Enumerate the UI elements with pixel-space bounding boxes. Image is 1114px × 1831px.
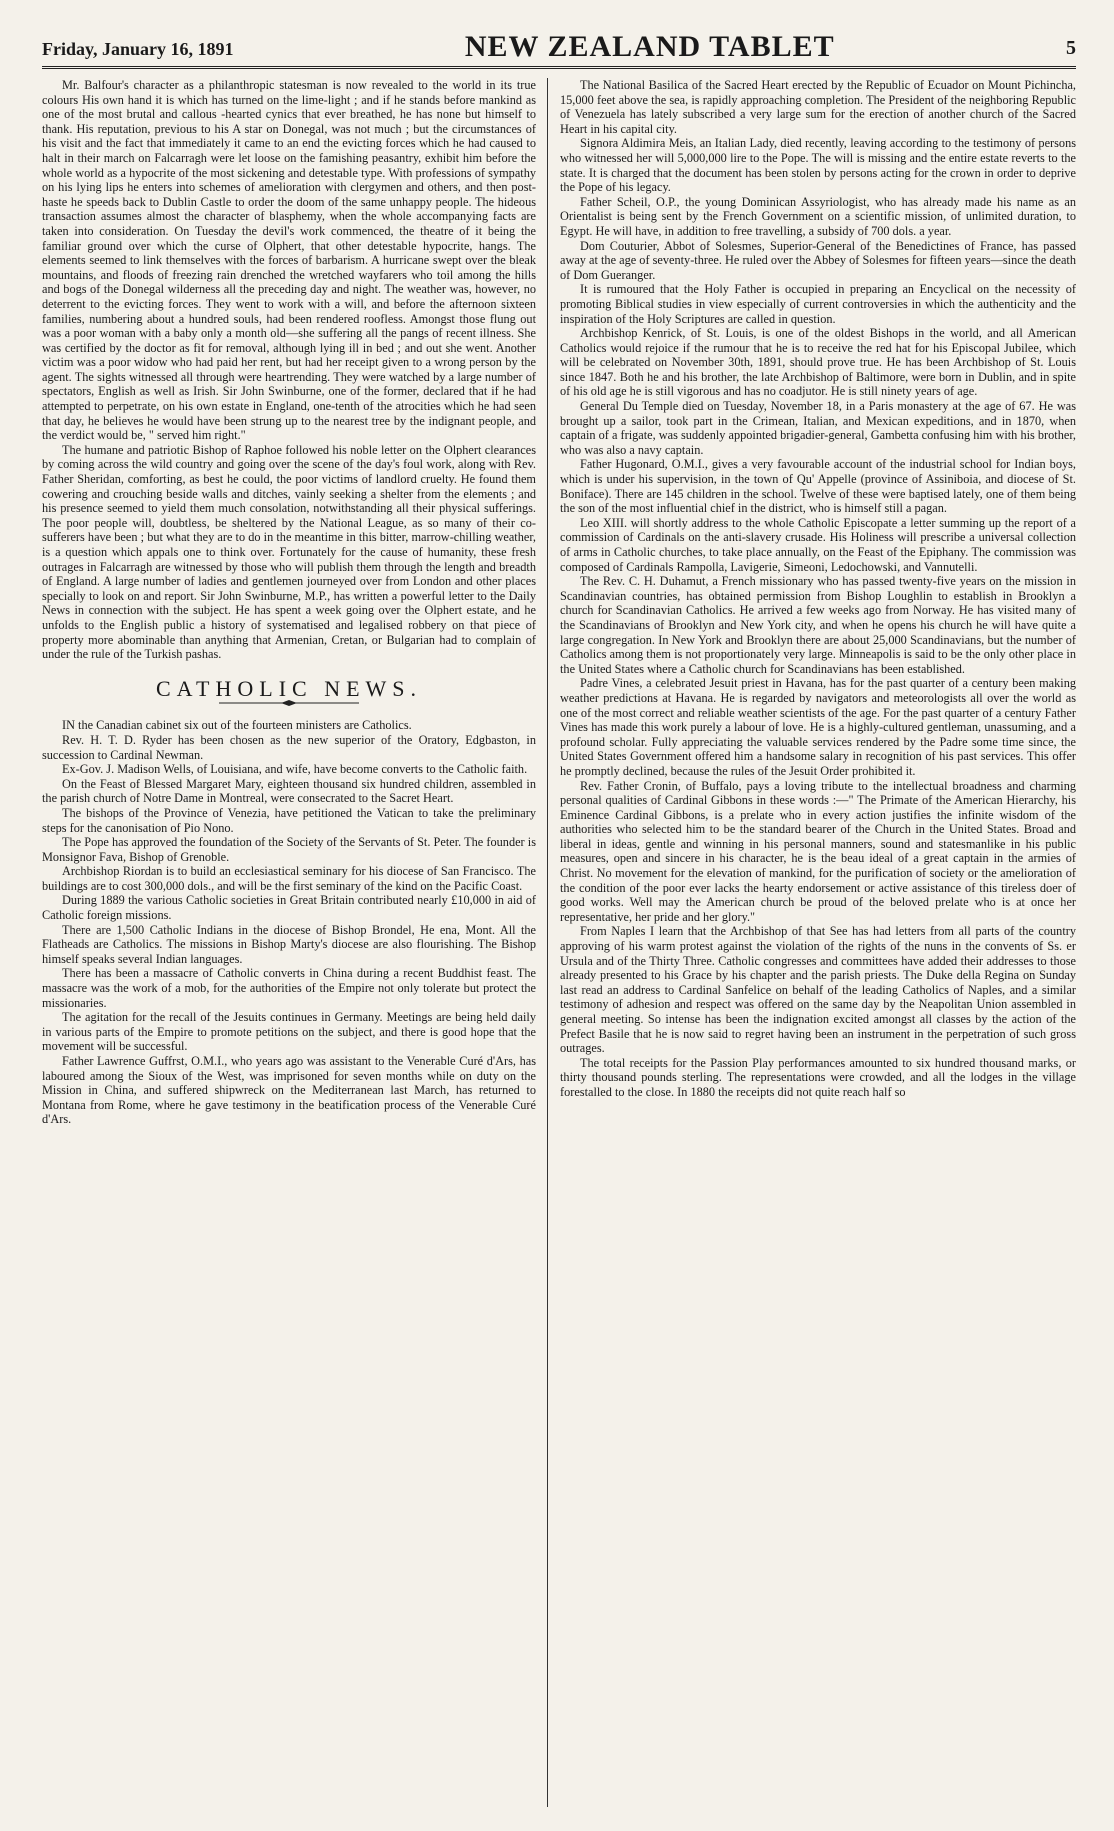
news-item: The total receipts for the Passion Play performances amounted to six hundred thousand marks, or thirty thousand pounds sterling. The representations were crowded, and all the lodges in the village forestalled to the close. In 1880 the receipts did not quite reach half so: [560, 1055, 1076, 1099]
news-item: The National Basilica of the Sacred Heart erected by the Republic of Ecuador on Mount Pichincha, 15,000 feet above the sea, is rapidly approaching completion. The President of the neighboring Republic of Venezuela has lately subscribed a very large sum for the erection of another church of the Sacred Heart in his capital city.: [560, 78, 1076, 136]
heading-rule-ornament: [219, 700, 359, 706]
section-heading: CATHOLIC NEWS.: [155, 675, 423, 701]
news-item: There has been a massacre of Catholic converts in China during a recent Buddhist feast. The massacre was the work of a mob, for the authorities of the Empire not only tolerate but protect the missionaries.: [42, 966, 536, 1010]
news-item: Father Hugonard, O.M.I., gives a very favourable account of the industrial school for Indian boys, which is under his supervision, in the town of Qu' Appelle (province of Assiniboia, and diocese of St. Boniface). There are 145 children in the school. Twelve of these were baptised lately, one of them being the son of the most influential chief in the district, who is himself still a pagan.: [560, 457, 1076, 516]
news-item: Dom Couturier, Abbot of Solesmes, Superior-General of the Benedictines of France, has passed away at the age of seventy-three. He ruled over the Abbey of Solesmes for fifteen years—since the death of Dom Gueranger.: [560, 238, 1076, 282]
news-item: During 1889 the various Catholic societies in Great Britain contributed nearly £10,000 in aid of Catholic foreign missions.: [42, 893, 536, 923]
issue-date: Friday, January 16, 1891: [42, 39, 234, 59]
news-item: The agitation for the recall of the Jesuits continues in Germany. Meetings are being held daily in various parts of the Empire to promote petitions on the subject, and there is good hope that the movement will be successful.: [42, 1010, 536, 1054]
news-item: Father Scheil, O.P., the young Dominican Assyriologist, who has already made his name as an Orientalist is being sent by the French Government on a scientific mission, of unlimited duration, to Egypt. He will have, in addition to free travelling, a subsidy of 700 dols. a year.: [560, 194, 1076, 238]
article-paragraph: The humane and patriotic Bishop of Raphoe followed his noble letter on the Olphert clearances by coming across the wild country and going over the scene of the day's foul work, along with Rev. Father Sheridan, comforting, as best he could, the poor victims of landlord cruelty. He found them cowering and crouching beside walls and ditches, vainly seeking a shelter from the elements ; and his presence seemed to yield them much consolation, notwithstanding all their physical sufferings. The poor people will, doubtless, be sheltered by the National League, as so many of their co-sufferers have been ; but what they are to do in the meantime in this bitter, marrow-chilling weather, is a question which appals one to think over. Fortunately for the cause of humanity, these fresh outrages in Falcarragh are witnessed by those who will publish them through the length and breadth of England. A large number of ladies and gentlemen journeyed over from London and other places specially to look on and report. Sir John Swinburne, M.P., has written a powerful letter to the Daily News in connection with the subject. He has spent a week going over the Olphert estate, and he unfolds to the English public a history of systematised and legalised robbery on that piece of property more abominable than anything that Armenian, Cretan, or Bulgarian had to complain of under the rule of the Turkish pashas.: [42, 442, 536, 662]
news-item: IN the Canadian cabinet six out of the fourteen ministers are Catholics.: [62, 718, 412, 733]
news-item: General Du Temple died on Tuesday, November 18, in a Paris monastery at the age of 67. He was brought up a sailor, took part in the Crimean, Italian, and Mexican expeditions, and in 1870, when captain of a frigate, was suddenly appointed brigadier-general, Gambetta confusing him with his brother, who was also a navy captain.: [560, 399, 1076, 457]
news-item: It is rumoured that the Holy Father is occupied in preparing an Encyclical on the necessity of promoting Biblical studies in view especially of current controversies in which the authenticity and the inspiration of the Holy Scriptures are called in question.: [560, 282, 1076, 326]
news-item: Signora Aldimira Meis, an Italian Lady, died recently, leaving according to the testimony of persons who witnessed her will 5,000,000 lire to the Pope. The will is missing and the entire estate reverts to the state. It is charged that the document has been stolen by persons acting for the crown in order to deprive the Pope of his legacy.: [560, 136, 1076, 195]
news-item: The Rev. C. H. Duhamut, a French missionary who has passed twenty-five years on the mission in Scandinavian countries, has obtained permission from Bishop Loughlin to establish in Brooklyn a church for Scandinavian Catholics. He arrived a few weeks ago from Norway. He has visited many of the Scandinavians of Brooklyn and New York city, and when he opens his church he will have quite a large congregation. In New York and Brooklyn there are about 25,000 Scandinavians, but the number of Catholics among them is not proportionately very large. Minneapolis is said to be the only other place in the United States where a Catholic church for Scandinavians has been established.: [560, 574, 1076, 676]
article-paragraph: Mr. Balfour's character as a philanthropic statesman is now revealed to the world in its true colours His own hand it is which has turned on the lime-light ; and if he stands before mankind as one of the most brutal and callous -hearted cynics that ever breathed, he has none but himself to thank. His reputation, previous to his A star on Donegal, was not much ; but the circumstances of his visit and the fact that immediately it came to an end the evicting forces which he had caused to halt in their march on Falcarragh were let loose on the famishing peasantry, exhibit him before the whole world as a hypocrite of the most sickening and detestable type. With professions of sympathy on his lying lips he enters into schemes of amelioration with clergymen and others, and then post-haste he speeds back to Dublin Castle to order the doom of the same unhappy people. The hideous transaction assumes almost the character of blasphemy, when the whole accompanying facts are taken into consideration. On Tuesday the devil's work commenced, the theatre of it being the familiar ground over which the curse of Olphert, that other detestable hypocrite, hangs. The elements seemed to link themselves with the forces of barbarism. A hurricane swept over the bleak mountains, and floods of freezing rain drenched the wretched wayfarers who toil among the hills and bogs of the Donegal wilderness all the preceding day and night. The weather was, however, no deterrent to the evicting forces. They went to work with a will, and before the afternoon sixteen families, numbering about a hundred souls, had been rendered roofless. Amongst those flung out was a poor woman with a baby only a month old—she suffering all the pangs of recent illness. She was certified by the doctor as fit for removal, although lying ill in bed ; and out she went. Another victim was a poor widow who had paid her rent, but had her receipt given to a wrong person by the agent. The sights witnessed all through were heartrending. They were watched by a large number of spectators, English as well as Irish. Sir John Swinburne, one of the former, declared that if he had attempted to perpetrate, on his own estate in England, one-tenth of the atrocities which he had seen that day, he believes he would have been strung up to the nearest tree by the indignant people, and the verdict would be, " served him right.": [42, 78, 536, 443]
news-item: From Naples I learn that the Archbishop of that See has had letters from all parts of the country approving of his warm protest against the violation of the rights of the nuns in the convents of Ss. er Ursula and of the Thirty Three. Catholic congresses and committees have added their addresses to those already presented to his Grace by his chapter and the parish priests. The Duke della Regina on Sunday last read an address to Cardinal Sanfelice on behalf of the leading Catholics of Naples, and a similar testimony of adhesion and respect was offered on the same day by the Neapolitan Union assembled in general meeting. So intense has been the indignation excited amongst all classes by the action of the Prefect Basile that he is now said to regret having been an instrument in the perpetration of such gross outrages.: [560, 924, 1076, 1056]
news-item: Rev. Father Cronin, of Buffalo, pays a loving tribute to the intellectual broadness and charming personal qualities of Cardinal Gibbons in these words :—" The Primate of the American Hierarchy, his Eminence Cardinal Gibbons, is a prelate who in every action justifies the infinite wisdom of the authorities who selected him to be the standard bearer of the Church in the United States. Broad and liberal in ideas, gentle and winning in his personal manners, sound and statesmanlike in his public measures, open and sincere in his character, he is the beau ideal of a great captain in the armies of Christ. No movement for the elevation of mankind, for the purification of society or the amelioration of the condition of the poor ever lacks the hearty endorsement or active assistance of this tireless doer of good works. Well may the American church be proud of the beloved prelate who is at once her representative, her pride and her glory.": [560, 778, 1076, 924]
news-item: On the Feast of Blessed Margaret Mary, eighteen thousand six hundred children, assembled in the parish church of Notre Dame in Montreal, were consecrated to the Sacret Heart.: [42, 776, 536, 806]
right-column: [560, 78, 1076, 1813]
news-item: Father Lawrence Guffrst, O.M.I., who years ago was assistant to the Venerable Curé d'Ars, has laboured among the Sioux of the West, was imprisoned for seven months while on duty on the Mission in China, and suffered shipwreck on the Mediterranean last March, has returned to Montana from Rome, where he gave testimony in the beatification process of the Venerable Curé d'Ars.: [42, 1054, 536, 1127]
masthead: [42, 26, 1076, 69]
page-number: 5: [1065, 37, 1076, 59]
left-column: [42, 78, 536, 1813]
news-item: The Pope has approved the foundation of the Society of the Servants of St. Peter. The founder is Monsignor Fava, Bishop of Grenoble.: [42, 835, 536, 864]
news-item: Leo XIII. will shortly address to the whole Catholic Episcopate a letter summing up the report of a commission of Cardinals on the anti-slavery crusade. His Holiness will prescribe a universal collection of arms in Catholic churches, to take place annually, on the Feast of the Epiphany. The commission was composed of Cardinals Rampolla, Lavigerie, Simeoni, Ledochowski, and Vannutelli.: [560, 515, 1076, 574]
news-item: The bishops of the Province of Venezia, have petitioned the Vatican to take the preliminary steps for the canonisation of Pio Nono.: [42, 805, 536, 835]
news-item: Ex-Gov. J. Madison Wells, of Louisiana, and wife, have become converts to the Catholic faith.: [62, 762, 528, 777]
news-item: Padre Vines, a celebrated Jesuit priest in Havana, has for the past quarter of a century been making weather predictions at Havana. He is regarded by navigators and meteorologists all over the world as one of the most correct and reliable weather scientists of the age. For the past quarter of a century Father Vines has made this work purely a labour of love. He is a highly-cultured gentleman, unassuming, and a profound scholar. Fully appreciating the valuable services rendered by the Padre some time since, the United States Government offered him a handsome salary in recognition of his past services. This offer he promptly declined, because the rules of the Jesuit Order prohibited it.: [560, 676, 1076, 778]
news-item: There are 1,500 Catholic Indians in the diocese of Bishop Brondel, He ena, Mont. All the Flatheads are Catholics. The missions in Bishop Marty's diocese are also flourishing. The Bishop himself speaks several Indian languages.: [42, 922, 536, 966]
news-item: Rev. H. T. D. Ryder has been chosen as the new superior of the Oratory, Edgbaston, in succession to Cardinal Newman.: [42, 732, 536, 762]
news-item: Archbishop Kenrick, of St. Louis, is one of the oldest Bishops in the world, and all American Catholics would rejoice if the rumour that he is to receive the red hat for his Episcopal Jubilee, which will be celebrated on November 30th, 1891, should prove true. He has been Archbishop of St. Louis since 1847. Both he and his brother, the late Archbishop of Baltimore, were born in Dublin, and in spite of his old age he is still vigorous and has no coadjutor. He is still ninety years of age.: [560, 326, 1076, 399]
news-item: Archbishop Riordan is to build an ecclesiastical seminary for his diocese of San Francisco. The buildings are to cost 300,000 dols., and will be the first seminary of the kind on the Pacific Coast.: [42, 864, 536, 893]
newspaper-title: NEW ZEALAND TABLET: [464, 30, 835, 63]
column-divider: [547, 78, 548, 1807]
